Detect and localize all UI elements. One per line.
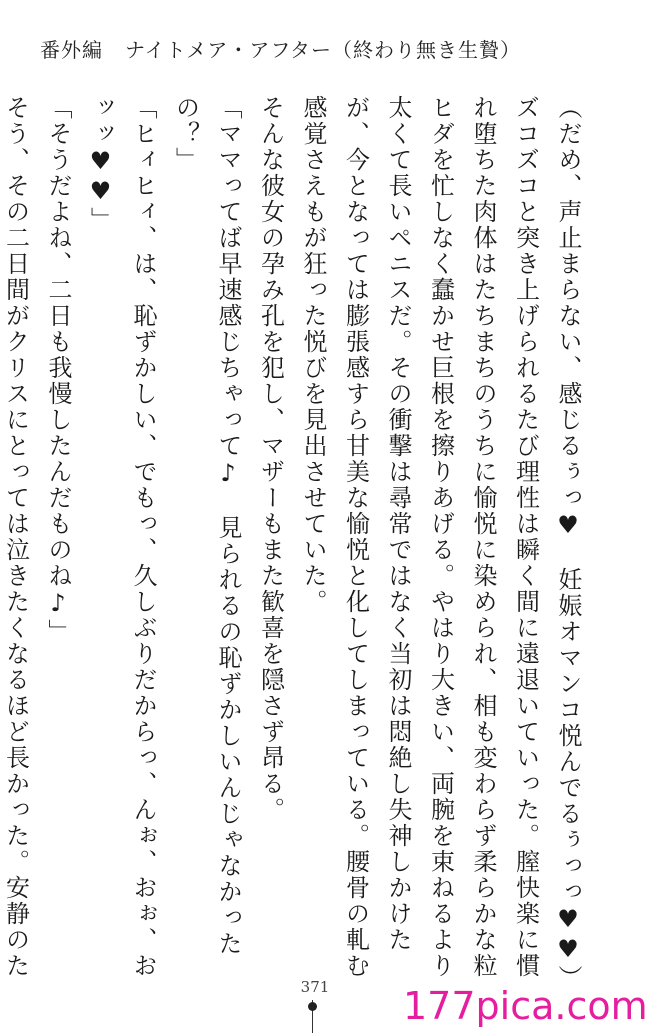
paragraph-4: 「ママってば早速感じちゃって♪ 見られるの恥ずかしいんじゃなかったの？」 bbox=[171, 95, 242, 957]
running-header bbox=[40, 34, 521, 63]
header-section: 番外編 bbox=[40, 38, 103, 62]
page-number: 371 bbox=[300, 978, 330, 996]
page-marker-dot bbox=[308, 1002, 317, 1011]
paragraph-6: 「そうだよね、二日も我慢したんだものね♪」 bbox=[44, 95, 72, 645]
paragraph-5: 「ヒィヒィ、は、恥ずかしい、でもっ、久しぶりだからっ、んぉ、おぉ、おッッ♥♥」 bbox=[86, 95, 157, 979]
paragraph-1: （だめ、声止まらない、感じるぅっ♥ 妊娠オマンコ悦んでるぅっっ♥♥） bbox=[554, 95, 582, 991]
watermark: 177pica.com bbox=[403, 984, 648, 1028]
header-title: ナイトメア・アフター（終わり無き生贄） bbox=[125, 38, 521, 62]
paragraph-2: ズコズコと突き上げられるたび理性は瞬く間に遠退いていった。膣快楽に慣れ堕ちた肉体はたちまちのうちに愉悦に染められ、相も変わらず柔らかな粒ヒダを忙しなく蠢かせ巨根を擦りあげる。やはり大きい、両腕を束ねるより太くて長いペニスだ。その衝撃は尋常ではなく当初は悶絶し失神しかけたが、今となっては膨張感すら甘美な愉悦と化してしまっている。腰骨の軋む感覚さえもが狂った悦びを見出させていた。 bbox=[299, 95, 540, 979]
paragraph-7: そう、その二日間がクリスにとっては泣きたくなるほど長かった。安静のた bbox=[1, 95, 30, 979]
paragraph-3: そんな彼女の孕み孔を犯し、マザーもまた歓喜を隠さず昂る。 bbox=[256, 95, 285, 823]
